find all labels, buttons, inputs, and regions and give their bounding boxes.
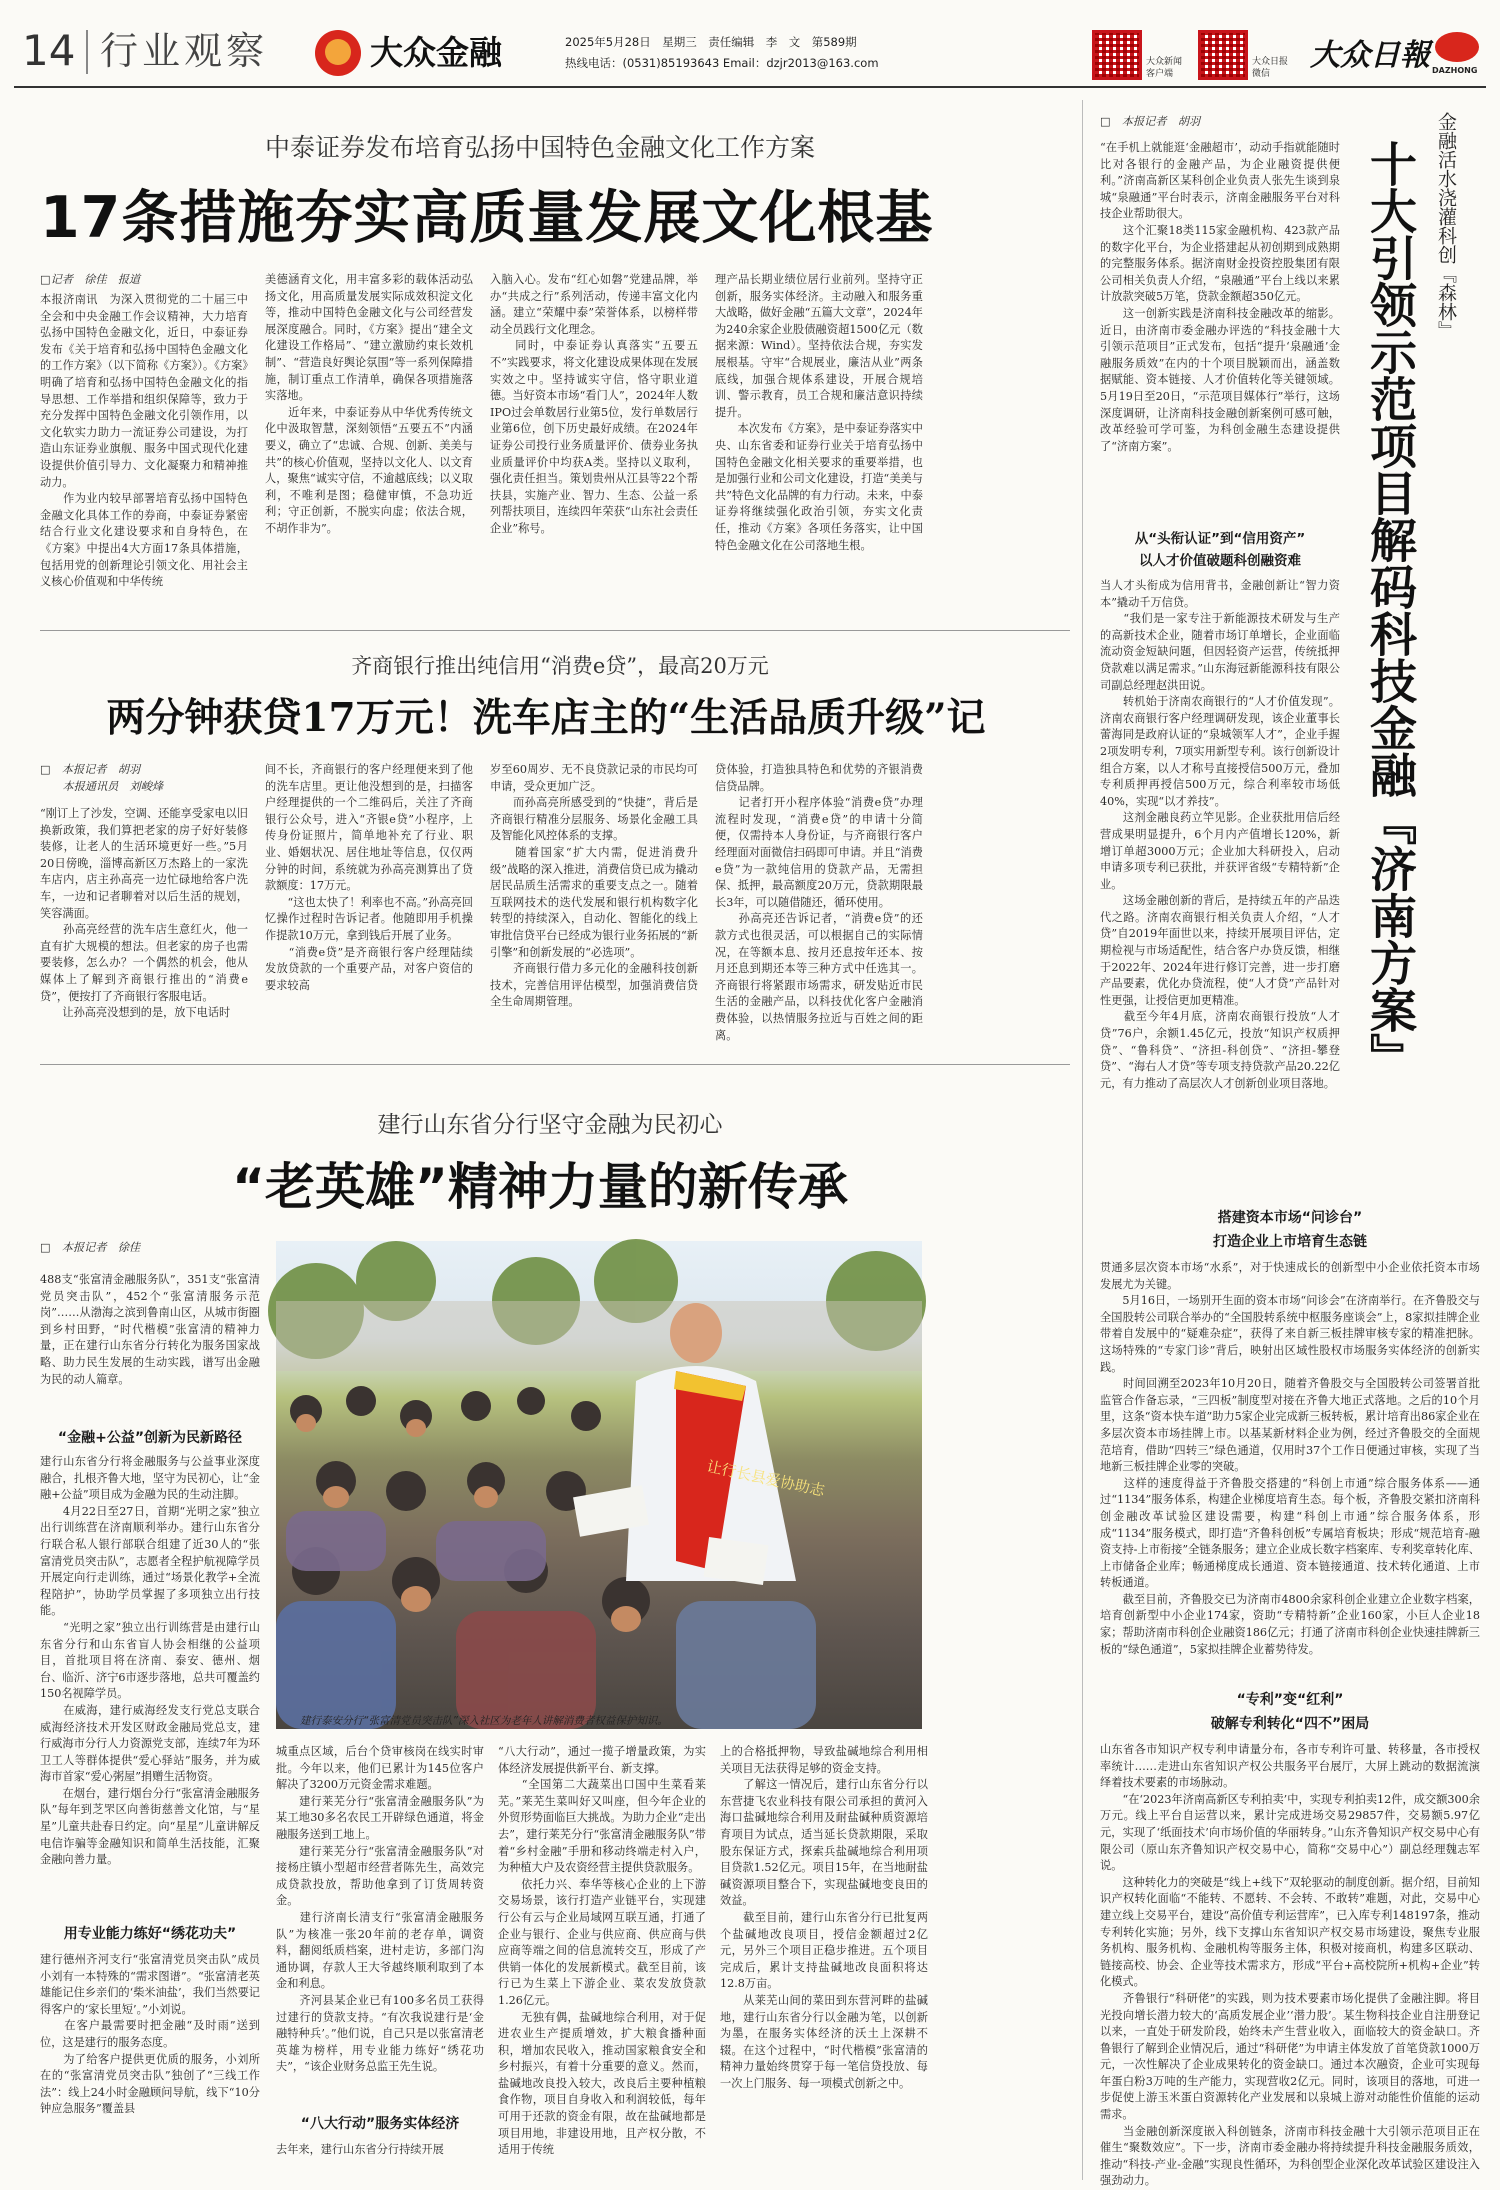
article2-col4: 贷体验，打造独具特色和优势的齐银消费信贷品牌。 记者打开小程序体验“消费e贷”办理流程时发现，“消费e贷”的申请十分简便，仅需持本人身份证，与齐商银行客户经理面对面微信扫码即可申请。并且“消费e贷”为一款纯信用的贷款产品，无需担保、抵押，最高额度20万元，贷款期限最长3年，可以随借随还，循环使用。 孙高亮还告诉记者，“消费e贷”的还款方式也很灵活，可以根据自己的实际情况，在等额本息、按月还息按年还本、按月还息到期还本等三种方式中任选其一。齐商银行将紧跟市场需求，研发贴近市民生活的金融产品，以科技优化客户金融消费体验，以热情服务拉近与百姓之间的距离。 xyxy=(715,763,923,1042)
masthead-logo-icon xyxy=(1435,32,1479,62)
article2-col3: 岁至60周岁、无不良贷款记录的市民均可申请，受众更加广泛。 而孙高亮所感受到的“快捷”，背后是齐商银行精准分层服务、场景化金融工具及智能化风控体系的支撑。 随着国家“扩大内需，促进消费升级”战略的深入推进，消费信贷已成为撬动居民品质生活需求的重要支点之一。随着互联网技术的迭代发展和银行机构数字化转型的持续深入，自动化、智能化的线上审批信贷平台已经成为银行业务拓展的“新引擎”和创新发展的“必选项”。 齐商银行借力多元化的金融科技创新技术，完善信用评估模型，加强消费信贷全生命周期管理。 xyxy=(490,763,698,1009)
news-photo xyxy=(276,1241,922,1729)
right-intro: “在手机上就能逛‘金融超市’，动动手指就能随时比对各银行的金融产品，为企业融资提供便利。”济南高新区某科创企业负责人张先生谈到泉城“泉融通”平台时表示，济南金融服务平台对科技企业帮助很大。 这个汇聚18类115家金融机构、423款产品的数字化平台，为企业搭建起从初创期到成熟期的完整服务体系。据济南财金投资控股集团有限公司相关负责人介绍，“泉融通”平台上线以来累计放款突破5万笔，贷款金额超350亿元。 这一创新实践是济南科技金融改革的缩影。近日，由济南市委金融办评选的“科技金融十大引领示范项目”正式发布，包括“提升‘泉融通’金融服务质效”在内的十个项目脱颖而出，涵盖数据赋能、资本链接、人才价值转化等关键领域。5月19日至20日，“示范项目媒体行”举行，这场深度调研，让济南科技金融创新案例可感可触，改革经验可学可鉴，为科创金融生态建设提供了“济南方案”。 xyxy=(1100,141,1340,453)
right-headline: 十大引领示范项目解码科技金融『济南方案』 xyxy=(1362,140,1417,1080)
article3-col3: “八大行动”，通过一揽子增量政策，为实体经济发展提供新平台、新支撑。 “全国第二大蔬菜出口国中生菜看莱芜。”莱芜生菜叫好又叫座，但今年企业的外贸形势面临巨大挑战。为助力企业“走出去”，建行莱芜分行“张富清金融服务队”带着“乡村金融”手册和移动终端走村入户，为种植大户及农资经营主提供贷款服务。 依托力兴、奉华等核心企业的上下游交易场景，该行打造产业链平台，实现建行公有云与企业局域网互联互通，打通了企业与银行、企业与供应商、供应商与供应商等端之间的信息流转交互，形成了产供销一体化的发展新模式。截至目前，该行已为生菜上下游企业、菜农发放贷款1.26亿元。 无独有偶，盐碱地综合利用，对于促进农业生产提质增效，扩大粮食播种面积，增加农民收入，推动国家粮食安全和乡村振兴，有着十分重要的意义。然而，盐碱地改良投入较大，改良后主要种植粮食作物，项目自身收入和利润较低，每年可用于还款的资金有限，故在盐碱地都是项目用地，非建设用地，且产权分散，不适用于传统 xyxy=(498,1745,706,2157)
masthead: 大众日報 xyxy=(1310,38,1430,73)
qr2-label: 大众日报 微信 xyxy=(1252,57,1289,79)
right-sub1-text: 当人才头衔成为信用背书，金融创新让“智力资本”撬动千万信贷。 “我们是一家专注于新能源技术研发与生产的高新技术企业，随着市场订单增长，企业面临流动资金短缺问题，但因轻资产运营，传统抵押贷款难以满足需求。”山东海冠新能源科技有限公司副总经理赵洪田说。 转机始于济南农商银行的“人才价值发现”。济南农商银行客户经理调研发现，该企业董事长蕾海同是政府认证的“泉城领军人才”，企业手握2项发明专利，7项实用新型专利。该行创新设计组合方案，以人才称号直接授信500万元，叠加专利质押再授信500万元，综合利率较市场低40%，实现“以才养技”。 这剂金融良药立竿见影。企业获批用信后经营成果明显提升，6个月内产值增长120%，新增订单超3000万元；企业加大科研投入，启动申请多项专利已获批，并获评省级“专精特新”企业。 这场金融创新的背后，是持续五年的产品迭代之路。济南农商银行相关负责人介绍，“人才贷”自2019年面世以来，持续开展项目评估，定期检视与市场适配性，结合客户办贷反馈，相继于2022年、2024年进行修订完善，进一步打磨产品要素，优化办贷流程，使“人才贷”产品针对性更强，让授信更加更精准。 截至今年4月底，济南农商银行投放“人才贷”76户，余额1.45亿元，投放“知识产权质押贷”、“鲁科贷”、“济担-科创贷”、“济担-攀登贷”、“海右人才贷”等专项支持贷款产品20.22亿元，有力推动了高层次人才创新创业项目落地。 xyxy=(1100,579,1340,1090)
right-sub2-text: 贯通多层次资本市场“水系”，对于快速成长的创新型中小企业依托资本市场发展尤为关键。 5月16日，一场别开生面的资本市场“问诊会”在济南举行。在齐鲁股交与全国股转公司联合举办的“全国股转系统中枢服务座谈会”上，8家拟挂牌企业带着自发展中的“疑难杂症”，获得了来自新三板挂牌审核专家的精准把脉。这场特殊的“专家门诊”背后，映射出区域性股权市场服务实体经济的创新实践。 时间回溯至2023年10月20日，随着齐鲁股交与全国股转公司签署首批监管合作备忘录，“三四板”制度型对接在齐鲁大地正式落地。之后的10个月里，这条“资本快车道”助力5家企业完成新三板转板，累计培育出86家企业在多层次资本市场挂牌上市。以基某新材料企业为例，经过齐鲁股交的全面规范培育，借助“四转三”绿色通道，仅用时37个工作日便通过审核，实现了当地新三板挂牌企业零的突破。 这样的速度得益于齐鲁股交搭建的“科创上市通”综合服务体系——通过“1134”服务体系，构建企业梯度培育生态。每个板，齐鲁股交紧扣济南科创金融改革试验区建设需要，构建“科创上市通”综合服务体系，形成“1134”服务模式，即打造“齐鲁科创板”专属培育板块；形成“规范培育-融资支持-上市衔接”全链条服务；建立企业成长数字档案库、专利奖章转化库、上市储备企业库；畅通梯度成长通道、资本链接通道、技术转化通道、上市转板通道。 截至目前，齐鲁股交已为济南市4800余家科创企业建立企业数字档案，培育创新型中小企业174家，资助“专精特新”企业160家，小巨人企业18家；帮助济南市科创企业融资186亿元；打通了济南市科创企业快速挂牌新三板的“绿色通道”，5家拟挂牌企业蓄势待发。 xyxy=(1100,1261,1480,1656)
qr-code-icon[interactable] xyxy=(1198,30,1248,80)
date-line: 2025年5月28日 星期三 责任编辑 李 文 第589期 xyxy=(565,35,857,49)
brand-logo-icon xyxy=(315,30,361,76)
brand-name: 大众金融 xyxy=(370,33,502,72)
article3-sub1-text: 建行山东省分行将金融服务与公益事业深度融合，扎根齐鲁大地，坚守为民初心，让“金融+公益”项目成为金融为民的生动注脚。 4月22日至27日，首期“光明之家”独立出行训练营在济南顺利举办。建行山东省分行联合私人银行部联合组建了近30人的“张富清党员突击队”，志愿者全程护航视障学员开展定向行走训练，通过“场景化教学+全流程陪护”，协助学员掌握了多项独立出行技能。 “光明之家”独立出行训练营是由建行山东省分行和山东省盲人协会相继的公益项目，首批项目将在济南、泰安、德州、烟台、临沂、济宁6市逐步落地，总共可覆盖约150名视障学员。 在威海，建行威海经发支行党总支联合威海经济技术开发区财政金融局党总支，建行威海市分行人力资源党支部，连续7年为环卫工人等群体提供“爱心驿站”服务，并为威海市首家“爱心粥屋”捐赠生活物资。 在烟台，建行烟台分行“张富清金融服务队”每年到芝罘区向善街慈善文化馆，与“星星”儿童共赴春日约定。向“星星”儿童讲解反电信诈骗等金融知识和简单生活技能，汇聚金融向善力量。 xyxy=(40,1455,260,1867)
article3-kicker: 建行山东省分行坚守金融为民初心 xyxy=(377,1112,723,1138)
masthead-sub: DAZHONG xyxy=(1432,66,1478,75)
article2-kicker: 齐商银行推出纯信用“消费e贷”，最高20万元 xyxy=(351,654,769,678)
qr1-label: 大众新闻 客户端 xyxy=(1146,57,1183,79)
article1-col1: 本报济南讯 为深入贯彻党的二十届三中全会和中央金融工作会议精神，大力培育弘扬中国特色金融文化，近日，中泰证券发布《关于培育和弘扬中国特色金融文化的工作方案》（以下简称《方案》）。《方案》明确了培育和弘扬中国特色金融文化的指导思想、工作举措和组织保障等，致力于充分发挥中国特色金融文化引领作用，以文化软实力助力一流证券公司建设，为打造山东证券业旗舰、服务中国式现代化建设提供价值引导力、文化凝聚力和精神推动力。 作为业内较早部署培育弘扬中国特色金融文化具体工作的券商，中泰证券紧密结合行业文化建设要求和自身特色，在《方案》中提出4大方面17条具体措施，包括用党的创新理论引领文化、用社会主义核心价值观和中华传统 xyxy=(40,293,248,589)
article3-sub1: “金融+公益”创新为民新路径 xyxy=(57,1430,243,1446)
right-sub2: 搭建资本市场“问诊台” 打造企业上市培育生态链 xyxy=(1213,1210,1367,1250)
article3-byline: □ 本报记者 徐佳 xyxy=(40,1241,141,1254)
right-sub1: 从“头衔认证”到“信用资产” 以人才价值破题科创融资难 xyxy=(1134,531,1306,569)
right-sub3: “专利”变“红利” 破解专利转化“四不”困局 xyxy=(1210,1692,1370,1732)
article3-col4: 上的合格抵押物，导致盐碱地综合利用相关项目无法获得足够的资金支持。 了解这一情况后，建行山东省分行以东营捷飞农业科技有限公司承担的黄河入海口盐碱地综合利用及耐盐碱种质资源培育项目为试点，适当延长贷款期限，采取股东保证方式，探索兵盐碱地综合利用项目贷款1.52亿元。项目15年，在当地耐盐碱资源项目整合下，实现盐碱地变良田的效益。 截至目前，建行山东省分行已批复两个盐碱地改良项目，授信金额超过2亿元，另外三个项目正稳步推进。五个项目完成后，累计支持盐碱地改良面积将达12.8万亩。 从莱芜山间的菜田到东营河畔的盐碱地，建行山东省分行以金融为笔，以创新为墨，在服务实体经济的沃土上深耕不辍。在这个过程中，“时代楷模”张富清的精神力量始终贯穿于每一笔信贷投放、每一次上门服务、每一项模式创新之中。 xyxy=(720,1745,928,2090)
article1-col3: 入脑入心。发布“红心如磐”党建品牌，举办“共成之行”系列活动，传递丰富文化内涵。建立“荣耀中泰”荣誉体系，以榜样带动全员践行文化理念。 同时，中泰证券认真落实“五要五不”实践要求，将文化建设成果体现在发展实效之中。坚持诚实守信，恪守职业道德。当好资本市场“看门人”，2024年人数IPO过会单数居行业第5位，发行单数居行业第6位，创下历史最好成绩。在2024年证券公司投行业务质量评价、债券业务执业质量评价中均获A类。坚持以义取利，强化责任担当。策划贵州从江县等22个帮扶县，实施产业、智力、生态、公益一系列帮扶项目，连续四年荣获“山东社会责任企业”称号。 xyxy=(490,273,698,535)
photo-banner-text: 让行长县爱协助志 xyxy=(705,1457,827,1500)
section-title: 行业观察 xyxy=(100,29,269,73)
article3-headline: “老英雄”精神力量的新传承 xyxy=(232,1158,848,1216)
article3-intro: 488支“张富清金融服务队”，351支“张富清党员突击队”，452个“张富清服务示范岗”……从渤海之滨到鲁南山区，从城市街圈到乡村田野，“时代楷模”张富清的精神力量，正在建行山东省分行转化为服务国家战略、助力民生发展的生动实践，谱写出金融为民的动人篇章。 xyxy=(40,1273,260,1386)
right-byline: □ 本报记者 胡羽 xyxy=(1100,115,1201,128)
qr-code-icon[interactable] xyxy=(1092,30,1142,80)
article1-headline: 17条措施夯实高质量发展文化根基 xyxy=(40,185,934,251)
article1-kicker: 中泰证券发布培育弘扬中国特色金融文化工作方案 xyxy=(264,133,815,162)
article3-sub3: “八大行动”服务实体经济 xyxy=(300,2116,460,2132)
right-sub3-text: 山东省各市知识产权专利申请量分布，各市专利许可量、转移量，各市授权率统计……走进山东省知识产权公共服务平台展厅，大屏上跳动的数据流演绎着技术要素的市场脉动。 “在‘2023年济南高新区专利拍卖’中，实现专利拍卖12件，成交额300余万元。线上平台自运营以来，累计完成进场交易29857件，交易额5.97亿元，实现了‘纸面技术’向市场价值的华丽转身。”山东齐鲁知识产权交易中心有限公司（原山东齐鲁知识产权交易中心，简称“交易中心”）副总经理魏志军说。 这种转化力的突破是“线上+线下”双轮驱动的制度创新。据介绍，目前知识产权转化面临“不能转、不愿转、不会转、不敢转”难题，对此，交易中心建立线上交易平台，建设“高价值专利运营库”，已入库专利148197条，推动专利转化实施；另外，线下支撑山东省知识产权交易市场建设，聚焦专业服务机构、服务机构、金融机构等服务主体，积极对接商机，构建多区联动、链接高校、协会、企业等技术需求方，形成“平台+高校院所+机构+企业”转化模式。 齐鲁银行“科研佬”的实践，则为技术要素市场化提供了金融注脚。将目光投向增长潜力较大的‘高质发展企业’‘潜力股’。某生物科技企业自注册登记以来，一直处于研发阶段，始终未产生营业收入，面临较大的资金缺口。齐鲁银行了解到企业情况后，通过“科研佬”为申请主体发放了首笔贷款1000万元，一次性解决了企业成果转化的资金缺口。通过本次融资，企业可实现每年蛋白粉3万吨的生产能力，实现营收2亿元。同时，该项目的落地，可进一步促使上游玉米蛋白资源转化产业发展和以泉城上游对动能性价值能的运动需求。 当金融创新深度嵌入科创链条，济南市科技金融十大引领示范项目正在催生“聚数效应”。下一步，济南市委金融办将持续提升科技金融服务质效，推动“科技-产业-金融”实现良性循环，为科创型企业深化改革试验区建设注入强劲动力。 xyxy=(1100,1743,1480,2188)
hotline: 热线电话：(0531)85193643 Email：dzjr2013@163.com xyxy=(565,56,879,70)
article3-sub2-text: 建行德州齐河支行“张富清党员突击队”成员小刘有一本特殊的“需求图谱”。“张富清老英雄能记住乡亲们的‘柴米油盐’，我们当然要记得客户的‘家长里短’。”小刘说。 在客户最需要时把金融“及时雨”送到位，这是建行的服务态度。 为了给客户提供更优质的服务，小刘所在的“张富清党员突击队”独创了“三线工作法”：线上24小时金融顾问导航，线下“10分钟应急服务”覆盖县 xyxy=(40,1953,260,2116)
page-number: 14 xyxy=(22,26,76,75)
article3-col2: 城重点区域，后台个贷审核岗在线实时审批。今年以来，他们已累计为145位客户解决了3200万元资金需求难题。 建行莱芜分行“张富清金融服务队”为某工地30多名农民工开辟绿色通道，将金融服务送到工地上。 建行莱芜分行“张富清金融服务队”对接杨庄镇小型超市经营者陈先生，高效完成贷款投放，帮助他拿到了订货周转资金。 建行济南长清支行“张富清金融服务队”为核准一张20年前的老存单，调资料，翻阅纸质档案，进村走访，多部门沟通协调，存款人王大爷越终顺利取到了本金和利息。 齐河县某企业已有100多名员工获得过建行的贷款支持。“有次我说建行是‘金融特种兵’。”他们说，自己只是以张富清老英雄为榜样，用专业能力练好“绣花功夫”，“该企业财务总监王先生说。 xyxy=(276,1745,484,2074)
article2-headline: 两分钟获贷17万元！洗车店主的“生活品质升级”记 xyxy=(106,695,986,741)
photo-illustration xyxy=(276,1241,922,1729)
article2-col2: 间不长，齐商银行的客户经理便来到了他的洗车店里。更让他没想到的是，扫描客户经理提供的一个二维码后，关注了齐商银行公众号，进入“齐银e贷”小程序，上传身份证照片，简单地补充了行业、职业、婚姻状况、居住地址等信息，仅仅两分钟的时间，系统就为孙高亮测算出了贷款额度：17万元。 “这也太快了！利率也不高。”孙高亮回忆操作过程时告诉记者。他随即用手机操作提款10万元，拿到钱后开展了业务。 “消费e贷”是齐商银行客户经理陆续发放贷款的一个重要产品，对客户资信的要求较高 xyxy=(265,763,473,992)
article2-col1: “刚订上了沙发，空调、还能享受家电以旧换新政策，我们算把老家的房子好好装修装修，让老人的生活环境更好一些。”5月20日傍晚，淄博高新区万杰路上的一家洗车店内，店主孙高亮一边忙碌地给客户洗车，一边和记者聊着对以后生活的规划，笑容满面。 孙高亮经营的洗车店生意红火，他一直有扩大规模的想法。但老家的房子也需要装修，怎么办？一个偶然的机会，他从媒体上了解到齐商银行推出的“消费e贷”，便按打了齐商银行客服电话。 让孙高亮没想到的是，放下电话时 xyxy=(40,807,248,1020)
right-column-label: 金融活水浇灌科创『森林』 xyxy=(1435,112,1457,340)
article1-col4: 理产品长期业绩位居行业前列。坚持守正创新，服务实体经济。主动融入和服务重大战略，做好金融“五篇大文章”，2024年为240余家企业股债融资超1500亿元（数据来源：Wind）。坚持依法合规，夯实发展根基。守牢“合规展业，廉洁从业”两条底线，加强合规体系建设，开展合规培训、警示教育，员工合规和廉洁意识持续提升。 本次发布《方案》，是中泰证券落实中央、山东省委和证券行业关于培育弘扬中国特色金融文化相关要求的重要举措，也是加强行业和公司文化建设，打造“美美与共”特色文化品牌的有力行动。未来，中泰证券将继续强化政治引领，夯实文化责任，推动《方案》各项任务落实，让中国特色金融文化在公司落地生根。 xyxy=(715,273,923,552)
article3-sub3-text: 去年来，建行山东省分行持续开展 xyxy=(276,2143,444,2156)
photo-caption: 建行泰安分行“张富清党员突击队”深入社区为老年人讲解消费者权益保护知识。 xyxy=(300,1715,668,1727)
article3-sub2: 用专业能力练好“绣花功夫” xyxy=(63,1926,237,1942)
article1-byline: □记者 徐佳 报道 xyxy=(40,273,141,286)
article1-col2: 美德涵育文化，用丰富多彩的载体活动弘扬文化，用高质量发展实际成效积淀文化等，推动中国特色金融文化与公司经营发展深度融合。同时，《方案》提出“建全文化建设工作格局”、“建立激励约束长效机制”、“营造良好舆论氛围”等一系列保障措施，制订重点工作清单，确保各项措施落实落地。 近年来，中泰证券从中华优秀传统文化中汲取智慧，深刻领悟“五要五不”内涵要义，确立了“忠诚、合规、创新、美美与共”的核心价值观，坚持以文化人、以文育人，聚焦“诚实守信，不逾越底线；以义取利，不唯利是图；稳健审慎，不急功近利；守正创新，不脱实向虚；依法合规，不胡作非为”。 xyxy=(265,273,473,535)
article2-byline: □ 本报记者 胡羽 本报通讯员 刘峻烽 xyxy=(40,763,164,793)
